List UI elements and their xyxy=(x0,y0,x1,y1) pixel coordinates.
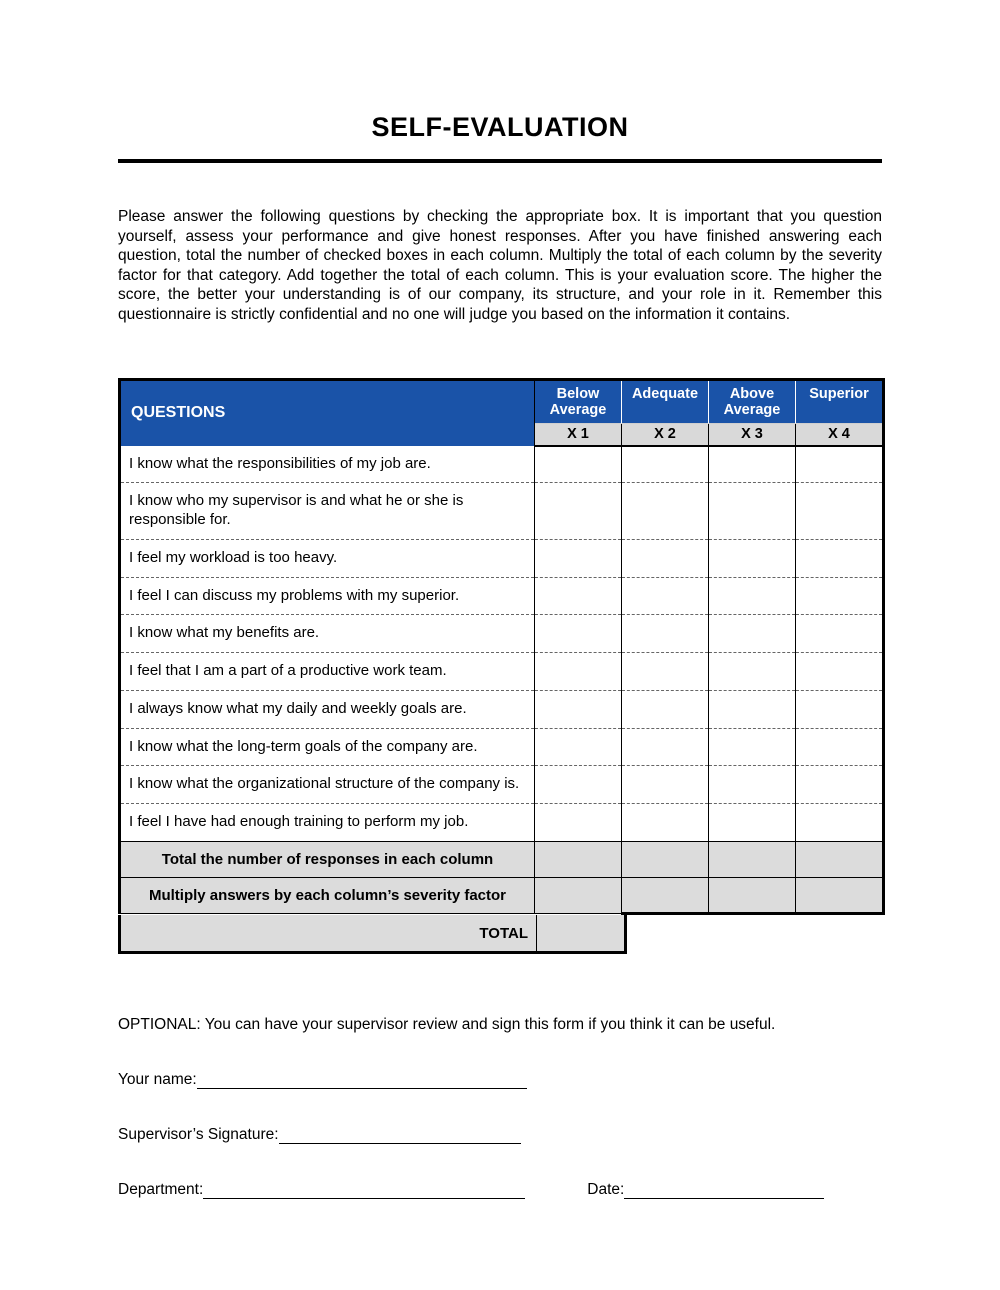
checkbox-cell-above-average[interactable] xyxy=(709,539,796,577)
checkbox-cell-below-average[interactable] xyxy=(535,728,622,766)
column-header-superior: Superior xyxy=(796,380,884,423)
question-row xyxy=(120,577,884,615)
supervisor-signature-label: Supervisor’s Signature: xyxy=(118,1125,279,1143)
checkbox-cell-superior[interactable] xyxy=(796,653,884,691)
checkbox-cell-above-average[interactable] xyxy=(709,690,796,728)
checkbox-cell-above-average[interactable] xyxy=(709,653,796,691)
question-row xyxy=(120,690,884,728)
checkbox-cell-above-average[interactable] xyxy=(709,615,796,653)
multiply-cell-below-average[interactable] xyxy=(535,877,622,913)
question-row xyxy=(120,766,884,804)
factor-adequate: X 2 xyxy=(622,423,709,446)
total-responses-cell-superior[interactable] xyxy=(796,841,884,877)
checkbox-cell-below-average[interactable] xyxy=(535,483,622,540)
total-responses-cell-adequate[interactable] xyxy=(622,841,709,877)
question-row xyxy=(120,653,884,691)
factor-below-average: X 1 xyxy=(535,423,622,446)
your-name-label: Your name: xyxy=(118,1070,197,1088)
checkbox-cell-superior[interactable] xyxy=(796,577,884,615)
department-label: Department: xyxy=(118,1180,204,1198)
header-row xyxy=(120,380,884,423)
question-row xyxy=(120,728,884,766)
column-header-below-average: Below Average xyxy=(535,380,622,423)
question-text: I feel my workload is too heavy. xyxy=(120,539,535,577)
column-header-adequate: Adequate xyxy=(622,380,709,423)
evaluation-table xyxy=(118,378,885,915)
checkbox-cell-below-average[interactable] xyxy=(535,539,622,577)
multiply-row xyxy=(120,877,884,913)
total-responses-cell-above-average[interactable] xyxy=(709,841,796,877)
checkbox-cell-below-average[interactable] xyxy=(535,446,622,483)
department-date-row xyxy=(118,1181,882,1199)
checkbox-cell-superior[interactable] xyxy=(796,615,884,653)
checkbox-cell-adequate[interactable] xyxy=(622,615,709,653)
date-group xyxy=(587,1181,824,1199)
checkbox-cell-below-average[interactable] xyxy=(535,804,622,842)
total-responses-row xyxy=(120,841,884,877)
checkbox-cell-adequate[interactable] xyxy=(622,577,709,615)
grand-total-cell[interactable] xyxy=(536,915,624,951)
your-name-row xyxy=(118,1071,882,1089)
checkbox-cell-superior[interactable] xyxy=(796,766,884,804)
checkbox-cell-superior[interactable] xyxy=(796,728,884,766)
multiply-cell-above-average[interactable] xyxy=(709,877,796,913)
checkbox-cell-superior[interactable] xyxy=(796,690,884,728)
checkbox-cell-adequate[interactable] xyxy=(622,446,709,483)
question-row xyxy=(120,615,884,653)
checkbox-cell-above-average[interactable] xyxy=(709,804,796,842)
multiply-cell-adequate[interactable] xyxy=(622,877,709,913)
checkbox-cell-above-average[interactable] xyxy=(709,483,796,540)
question-row xyxy=(120,446,884,483)
question-text: I feel that I am a part of a productive work team. xyxy=(120,653,535,691)
grand-total-label: TOTAL xyxy=(479,924,528,942)
checkbox-cell-adequate[interactable] xyxy=(622,728,709,766)
question-text: I feel I have had enough training to perform my job. xyxy=(120,804,535,842)
question-row xyxy=(120,804,884,842)
supervisor-signature-row xyxy=(118,1126,882,1144)
question-text: I feel I can discuss my problems with my superior. xyxy=(120,577,535,615)
checkbox-cell-adequate[interactable] xyxy=(622,483,709,540)
total-responses-label: Total the number of responses in each column xyxy=(120,841,535,877)
question-row xyxy=(120,539,884,577)
checkbox-cell-superior[interactable] xyxy=(796,539,884,577)
question-row xyxy=(120,483,884,540)
column-header-above-average: Above Average xyxy=(709,380,796,423)
checkbox-cell-adequate[interactable] xyxy=(622,539,709,577)
question-text: I know what the organizational structure of the company is. xyxy=(120,766,535,804)
department-line[interactable] xyxy=(203,1181,525,1199)
page-title: SELF-EVALUATION xyxy=(371,112,629,142)
total-responses-cell-below-average[interactable] xyxy=(535,841,622,877)
question-text: I know what the responsibilities of my job are. xyxy=(129,454,431,472)
date-line[interactable] xyxy=(624,1181,824,1199)
question-text: I know who my supervisor is and what he or she is responsible for. xyxy=(120,483,535,540)
checkbox-cell-superior[interactable] xyxy=(796,446,884,483)
question-text: I know what the long-term goals of the company are. xyxy=(120,728,535,766)
supervisor-signature-line[interactable] xyxy=(279,1126,521,1144)
question-text: I always know what my daily and weekly goals are. xyxy=(120,690,535,728)
checkbox-cell-below-average[interactable] xyxy=(535,690,622,728)
department-group xyxy=(118,1181,525,1199)
checkbox-cell-above-average[interactable] xyxy=(709,766,796,804)
factor-superior: X 4 xyxy=(796,423,884,446)
checkbox-cell-above-average[interactable] xyxy=(709,446,796,483)
multiply-cell-superior[interactable] xyxy=(796,877,884,913)
document-page xyxy=(118,0,882,1199)
factor-above-average: X 3 xyxy=(709,423,796,446)
checkbox-cell-below-average[interactable] xyxy=(535,577,622,615)
intro-paragraph: Please answer the following questions by checking the appropriate box. It is important that you question yourself, assess your performance and give honest responses. After you have finished answering each question, total the number of checked boxes in each column. Multiply the total of each column by the severity factor for that category. Add together the total of each column. This is your evaluation score. The higher the score, the better your understanding is of our company, its structure, and your role in it. Remember this questionnaire is strictly confidential and no one will judge you based on the information it contains. xyxy=(118,208,882,323)
optional-note: OPTIONAL: You can have your supervisor review and sign this form if you think it can be useful. xyxy=(118,1015,776,1033)
multiply-label: Multiply answers by each column’s severity factor xyxy=(120,877,535,913)
checkbox-cell-below-average[interactable] xyxy=(535,653,622,691)
checkbox-cell-above-average[interactable] xyxy=(709,577,796,615)
checkbox-cell-adequate[interactable] xyxy=(622,804,709,842)
title-rule xyxy=(118,159,882,163)
checkbox-cell-superior[interactable] xyxy=(796,804,884,842)
date-label: Date: xyxy=(587,1180,625,1198)
checkbox-cell-below-average[interactable] xyxy=(535,766,622,804)
checkbox-cell-superior[interactable] xyxy=(796,483,884,540)
checkbox-cell-adequate[interactable] xyxy=(622,766,709,804)
your-name-line[interactable] xyxy=(197,1071,527,1089)
questions-header-cell: QUESTIONS xyxy=(120,380,535,446)
checkbox-cell-above-average[interactable] xyxy=(709,728,796,766)
grand-total-row xyxy=(118,915,627,954)
question-text: I know what my benefits are. xyxy=(120,615,535,653)
checkbox-cell-adequate[interactable] xyxy=(622,653,709,691)
checkbox-cell-adequate[interactable] xyxy=(622,690,709,728)
checkbox-cell-below-average[interactable] xyxy=(535,615,622,653)
